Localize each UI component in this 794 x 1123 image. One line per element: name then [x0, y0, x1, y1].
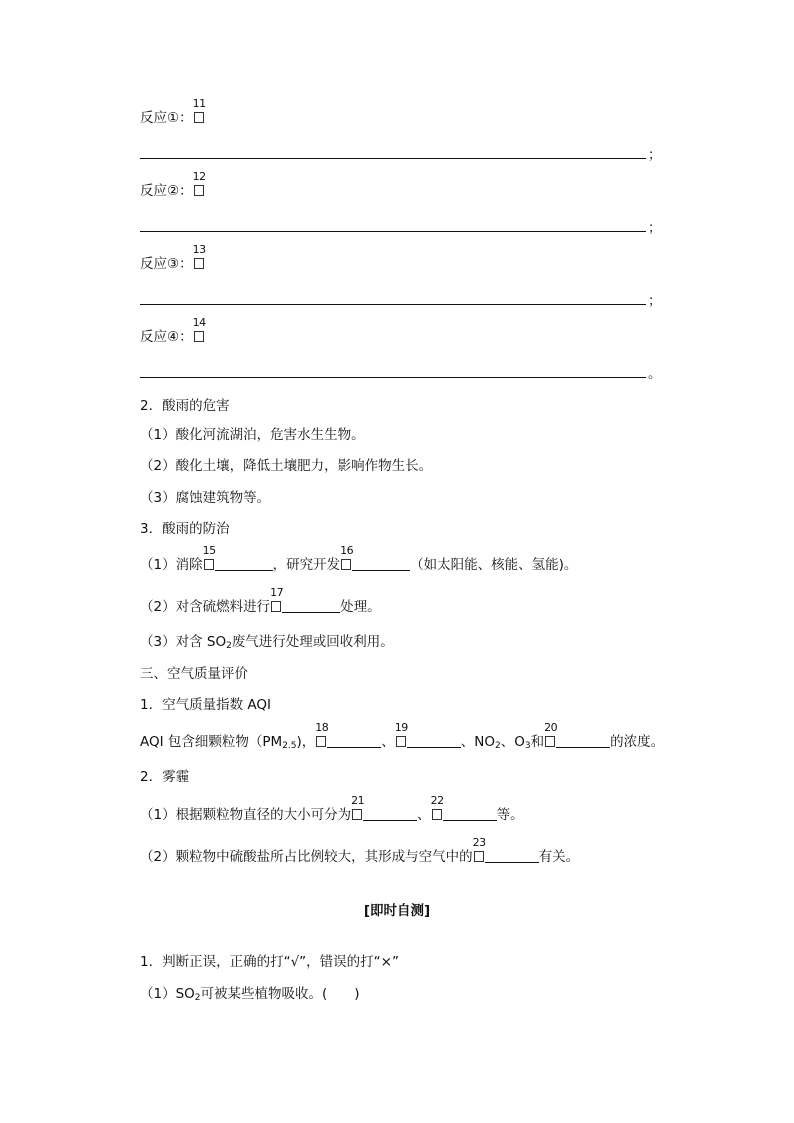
answer-box-18[interactable] — [315, 721, 329, 747]
answer-box-19[interactable] — [394, 721, 408, 747]
answer-number: 22 — [430, 794, 444, 807]
answer-number: 11 — [192, 97, 206, 110]
text: （2）颗粒物中硫酸盐所占比例较大，其形成与空气中的 — [140, 849, 473, 865]
prevention-heading: 3．酸雨的防治 — [140, 521, 230, 537]
answer-box-11[interactable] — [192, 97, 206, 123]
text: AQI 包含细颗粒物（PM — [140, 734, 283, 750]
question-1-item-1 — [140, 985, 360, 1007]
hazard-item-2: （2）酸化土壤，降低土壤肥力，影响作物生长。 — [140, 458, 433, 474]
aqi-line — [140, 721, 665, 755]
text: )， — [296, 734, 316, 750]
reaction-1-end: ； — [648, 147, 662, 163]
text: （2）对含硫燃料进行 — [140, 599, 271, 615]
text: 等。 — [496, 807, 524, 823]
hazards-heading: 2．酸雨的危害 — [140, 398, 230, 414]
text: 有关。 — [538, 849, 580, 865]
reaction-3-answer-line[interactable] — [140, 304, 646, 305]
text: 和 — [530, 734, 545, 750]
subscript: 2.5 — [282, 741, 297, 751]
answer-number: 18 — [315, 721, 329, 734]
answer-number: 21 — [351, 794, 365, 807]
aqi-heading: 1．空气质量指数 AQI — [140, 697, 271, 713]
answer-number: 14 — [192, 316, 206, 329]
text: 的浓度。 — [610, 734, 665, 750]
text: （1）根据颗粒物直径的大小可分为 — [140, 807, 352, 823]
question-1: 1．判断正误，正确的打“√”，错误的打“×” — [140, 954, 399, 970]
answer-number: 13 — [192, 243, 206, 256]
answer-number: 20 — [544, 721, 558, 734]
prevention-item-3 — [140, 633, 394, 655]
text: （如太阳能、核能、氢能)。 — [410, 557, 578, 573]
prevention-item-1 — [140, 544, 578, 574]
blank-22[interactable] — [443, 807, 497, 821]
section3-heading: 三、空气质量评价 — [140, 666, 248, 682]
reaction-4-label-line — [140, 316, 206, 346]
answer-box-12[interactable] — [192, 170, 206, 196]
text: 可被某些植物吸收。( ) — [200, 986, 360, 1002]
hazard-item-3: （3）腐蚀建筑物等。 — [140, 490, 271, 506]
answer-number: 15 — [202, 544, 216, 557]
text: 、 — [417, 807, 431, 823]
text: ，研究开发 — [272, 557, 341, 573]
answer-number: 23 — [472, 836, 486, 849]
reaction-3-label: 反应③： — [140, 256, 193, 272]
reaction-2-label-line — [140, 170, 206, 200]
blank-17[interactable] — [282, 599, 340, 613]
blank-15[interactable] — [215, 557, 273, 571]
hazard-item-1: （1）酸化河流湖泊，危害水生生物。 — [140, 427, 365, 443]
reaction-2-answer-line[interactable] — [140, 231, 646, 232]
text: 、NO — [460, 734, 496, 750]
haze-item-1 — [140, 794, 524, 824]
reaction-3-end: ； — [648, 293, 662, 309]
blank-21[interactable] — [363, 807, 417, 821]
answer-number: 12 — [192, 170, 206, 183]
reaction-2-end: ； — [648, 220, 662, 236]
text: 、O — [500, 734, 525, 750]
answer-number: 16 — [340, 544, 354, 557]
reaction-4-label: 反应④： — [140, 329, 193, 345]
subscript: 3 — [524, 741, 531, 751]
answer-box-15[interactable] — [202, 544, 216, 570]
subscript: 2 — [495, 741, 501, 751]
blank-18[interactable] — [327, 734, 381, 748]
reaction-4-end: 。 — [648, 366, 662, 382]
text: （1）SO — [140, 986, 195, 1002]
answer-number: 19 — [394, 721, 408, 734]
text: 废气进行处理或回收利用。 — [231, 634, 394, 650]
reaction-1-answer-line[interactable] — [140, 158, 646, 159]
blank-16[interactable] — [352, 557, 410, 571]
answer-box-17[interactable] — [270, 586, 284, 612]
answer-number: 17 — [270, 586, 284, 599]
answer-box-21[interactable] — [351, 794, 365, 820]
answer-box-22[interactable] — [430, 794, 444, 820]
reaction-3-label-line — [140, 243, 206, 273]
answer-box-14[interactable] — [192, 316, 206, 342]
haze-item-2 — [140, 836, 580, 866]
quick-test-title: [即时自测] — [363, 903, 431, 919]
blank-23[interactable] — [485, 849, 539, 863]
text: （3）对含 SO — [140, 634, 227, 650]
answer-box-23[interactable] — [472, 836, 486, 862]
prevention-item-2 — [140, 586, 381, 616]
haze-heading: 2．雾霾 — [140, 769, 190, 785]
subscript: 2 — [226, 641, 232, 651]
text: 、 — [381, 734, 395, 750]
reaction-1-label: 反应①： — [140, 110, 193, 126]
blank-19[interactable] — [407, 734, 461, 748]
reaction-4-answer-line[interactable] — [140, 377, 646, 378]
answer-box-16[interactable] — [340, 544, 354, 570]
reaction-2-label: 反应②： — [140, 183, 193, 199]
answer-box-13[interactable] — [192, 243, 206, 269]
reaction-1-label-line — [140, 97, 206, 127]
answer-box-20[interactable] — [544, 721, 558, 747]
blank-20[interactable] — [556, 734, 610, 748]
text: （1）消除 — [140, 557, 203, 573]
text: 处理。 — [340, 599, 381, 615]
subscript: 2 — [194, 993, 201, 1003]
